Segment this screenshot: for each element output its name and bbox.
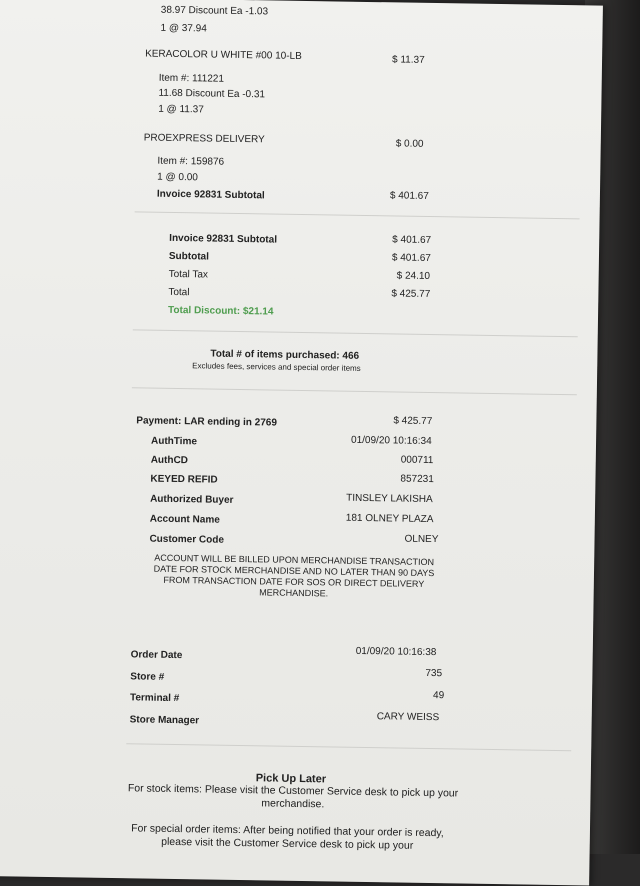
- terminal-number-value: 49: [432, 690, 445, 702]
- auth-time-value: 01/09/20 10:16:34: [350, 434, 432, 448]
- subtotal-label: Subtotal: [168, 250, 210, 263]
- item2-discount-line: 11.68 Discount Ea -0.31: [158, 87, 266, 101]
- store-number-value: 735: [425, 667, 443, 680]
- keyed-refid-value: 857231: [400, 473, 434, 486]
- auth-cd-label: AuthCD: [150, 454, 189, 467]
- item3-number: Item #: 159876: [157, 155, 225, 168]
- customer-code-value: OLNEY: [404, 533, 439, 546]
- pickup-title: Pick Up Later: [255, 772, 327, 786]
- item3-price: $ 0.00: [395, 138, 424, 150]
- total-label: Total: [168, 286, 190, 299]
- divider: [133, 329, 578, 337]
- pickup-stock-text: For stock items: Please visit the Customer Service desk to pick up your merchandise.: [127, 782, 459, 811]
- authorized-buyer-label: Authorized Buyer: [150, 493, 234, 506]
- account-name-label: Account Name: [149, 513, 220, 526]
- terminal-number-label: Terminal #: [129, 692, 180, 705]
- divider: [126, 743, 571, 751]
- divider: [132, 387, 577, 395]
- store-number-label: Store #: [130, 671, 165, 683]
- store-manager-value: CARY WEISS: [376, 711, 440, 724]
- divider: [135, 211, 580, 219]
- order-date-label: Order Date: [130, 649, 183, 662]
- total-tax-label: Total Tax: [168, 268, 209, 281]
- item2-price: $ 11.37: [391, 54, 425, 66]
- item2-qty-line: 1 @ 11.37: [158, 103, 204, 116]
- items-count-note: Excludes fees, services and special order items: [192, 361, 361, 373]
- totals-invoice-subtotal-label: Invoice 92831 Subtotal: [169, 232, 278, 246]
- total-value: $ 425.77: [391, 288, 431, 300]
- item3-qty-line: 1 @ 0.00: [157, 171, 198, 184]
- totals-invoice-subtotal-value: $ 401.67: [392, 234, 432, 246]
- item3-name: PROEXPRESS DELIVERY: [143, 132, 265, 146]
- payment-title: Payment: LAR ending in 2769: [136, 415, 278, 429]
- invoice-subtotal-label: Invoice 92831 Subtotal: [156, 188, 265, 202]
- item1-discount-line: 38.97 Discount Ea -1.03: [160, 4, 269, 18]
- pickup-special-text: For special order items: After being notified that your order is ready, please visit the Customer Service desk to pick up your: [131, 822, 444, 852]
- invoice-subtotal-value: $ 401.67: [389, 190, 429, 202]
- total-discount: Total Discount: $21.14: [167, 304, 274, 318]
- payment-amount: $ 425.77: [393, 415, 433, 428]
- item2-number: Item #: 111221: [158, 72, 225, 85]
- account-name-value: 181 OLNEY PLAZA: [345, 512, 434, 526]
- auth-cd-value: 000711: [400, 454, 434, 467]
- total-tax-value: $ 24.10: [396, 270, 431, 282]
- store-manager-label: Store Manager: [129, 714, 200, 727]
- item1-qty-line: 1 @ 37.94: [160, 22, 207, 35]
- customer-code-label: Customer Code: [149, 533, 225, 546]
- items-count-title: Total # of items purchased: 466: [210, 348, 360, 362]
- subtotal-value: $ 401.67: [391, 252, 431, 264]
- auth-time-label: AuthTime: [150, 435, 198, 448]
- billing-notice: ACCOUNT WILL BE BILLED UPON MERCHANDISE TRANSACTION DATE FOR STOCK MERCHANDISE AND NO LATER THAN 90 DAYS FROM TRANSACTION DATE FOR SOS OR DIRECT DELIVERY MERCHANDISE.: [153, 552, 435, 599]
- item2-name: KERACOLOR U WHITE #00 10-LB: [145, 48, 302, 62]
- keyed-refid-label: KEYED REFID: [150, 473, 218, 486]
- order-date-value: 01/09/20 10:16:38: [355, 645, 437, 659]
- authorized-buyer-value: TINSLEY LAKISHA: [346, 492, 433, 506]
